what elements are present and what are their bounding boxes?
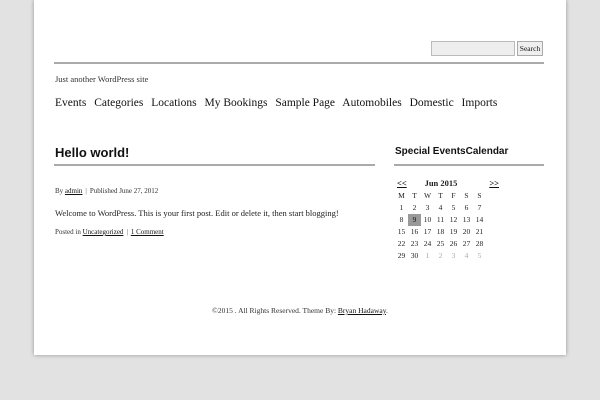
nav-item-categories[interactable]: Categories — [94, 97, 144, 109]
calendar-weekday: F — [451, 191, 456, 200]
search-button[interactable]: Search — [517, 41, 543, 56]
calendar-weekday: T — [438, 191, 443, 200]
posted-in-label: Posted in — [55, 228, 81, 236]
footer-copyright: ©2015 . All Rights Reserved. Theme By: — [212, 306, 337, 315]
calendar-day[interactable]: 21 — [475, 227, 484, 236]
calendar-day: 4 — [464, 251, 469, 260]
header-divider — [54, 62, 544, 64]
footer-end: . — [385, 306, 388, 315]
nav-item-domestic[interactable]: Domestic — [409, 97, 454, 109]
nav-item-events[interactable]: Events — [55, 97, 87, 109]
page-container — [34, 0, 566, 355]
calendar-day[interactable]: 18 — [436, 227, 445, 236]
calendar-day: 1 — [425, 251, 430, 260]
calendar-day[interactable]: 1 — [399, 203, 404, 212]
calendar-prev-link[interactable]: << — [397, 178, 407, 188]
calendar-day[interactable]: 11 — [436, 215, 445, 224]
post-meta — [55, 187, 158, 195]
events-calendar — [395, 178, 499, 262]
calendar-day[interactable]: 24 — [423, 239, 432, 248]
comments-link[interactable]: 1 Comment — [130, 228, 164, 236]
calendar-day[interactable]: 6 — [464, 203, 469, 212]
post-author-link[interactable]: admin — [64, 187, 83, 195]
calendar-day[interactable]: 7 — [477, 203, 482, 212]
calendar-day[interactable]: 16 — [410, 227, 419, 236]
calendar-day[interactable]: 8 — [399, 215, 404, 224]
calendar-day[interactable]: 19 — [449, 227, 458, 236]
calendar-day: 2 — [438, 251, 443, 260]
calendar-header — [395, 178, 499, 189]
theme-author-link[interactable]: Bryan Hadaway — [337, 306, 386, 315]
calendar-weekday: W — [423, 191, 432, 200]
calendar-widget-title: Special EventsCalendar — [395, 146, 509, 157]
calendar-day[interactable]: 22 — [397, 239, 406, 248]
calendar-day[interactable]: 12 — [449, 215, 458, 224]
nav-item-sample-page[interactable]: Sample Page — [275, 97, 336, 109]
calendar-day: 3 — [451, 251, 456, 260]
calendar-day[interactable]: 15 — [397, 227, 406, 236]
calendar-day[interactable]: 14 — [475, 215, 484, 224]
calendar-day[interactable]: 17 — [423, 227, 432, 236]
calendar-weekday: T — [412, 191, 417, 200]
calendar-next-link[interactable]: >> — [489, 178, 499, 188]
category-link[interactable]: Uncategorized — [82, 228, 124, 236]
calendar-day[interactable]: 29 — [397, 251, 406, 260]
calendar-day[interactable]: 30 — [410, 251, 419, 260]
widget-title-divider — [394, 164, 544, 166]
calendar-weekday: S — [464, 191, 469, 200]
post-title-divider — [54, 164, 375, 166]
calendar-day[interactable]: 25 — [436, 239, 445, 248]
calendar-day[interactable]: 5 — [451, 203, 456, 212]
calendar-day[interactable]: 26 — [449, 239, 458, 248]
calendar-weekday: M — [398, 191, 405, 200]
post-footer-meta — [55, 228, 164, 236]
site-tagline: Just another WordPress site — [55, 74, 149, 84]
nav-item-locations[interactable]: Locations — [151, 97, 197, 109]
calendar-day[interactable]: 28 — [475, 239, 484, 248]
calendar-grid — [395, 190, 487, 262]
calendar-day[interactable]: 10 — [423, 215, 432, 224]
calendar-day-today[interactable]: 9 — [408, 214, 421, 226]
calendar-month: Jun 2015 — [424, 178, 458, 188]
nav-item-imports[interactable]: Imports — [461, 97, 498, 109]
calendar-day[interactable]: 4 — [438, 203, 443, 212]
calendar-weekday: S — [477, 191, 482, 200]
calendar-day[interactable]: 13 — [462, 215, 471, 224]
calendar-day: 5 — [477, 251, 482, 260]
calendar-day[interactable]: 27 — [462, 239, 471, 248]
nav-item-my-bookings[interactable]: My Bookings — [204, 97, 268, 109]
calendar-day[interactable]: 20 — [462, 227, 471, 236]
main-nav — [55, 97, 502, 109]
site-footer — [34, 306, 566, 315]
post-published-date: Published June 27, 2012 — [89, 187, 159, 195]
calendar-day[interactable]: 23 — [410, 239, 419, 248]
search-input[interactable] — [431, 41, 515, 56]
calendar-day[interactable]: 3 — [425, 203, 430, 212]
post-body: Welcome to WordPress. This is your first post. Edit or delete it, then start blogging! — [55, 208, 339, 218]
meta-separator: | — [126, 228, 128, 236]
post-by-label: By — [55, 187, 64, 195]
calendar-day[interactable]: 2 — [412, 203, 417, 212]
post-title[interactable]: Hello world! — [55, 145, 130, 160]
nav-item-automobiles[interactable]: Automobiles — [342, 97, 402, 109]
meta-separator: | — [85, 187, 87, 195]
